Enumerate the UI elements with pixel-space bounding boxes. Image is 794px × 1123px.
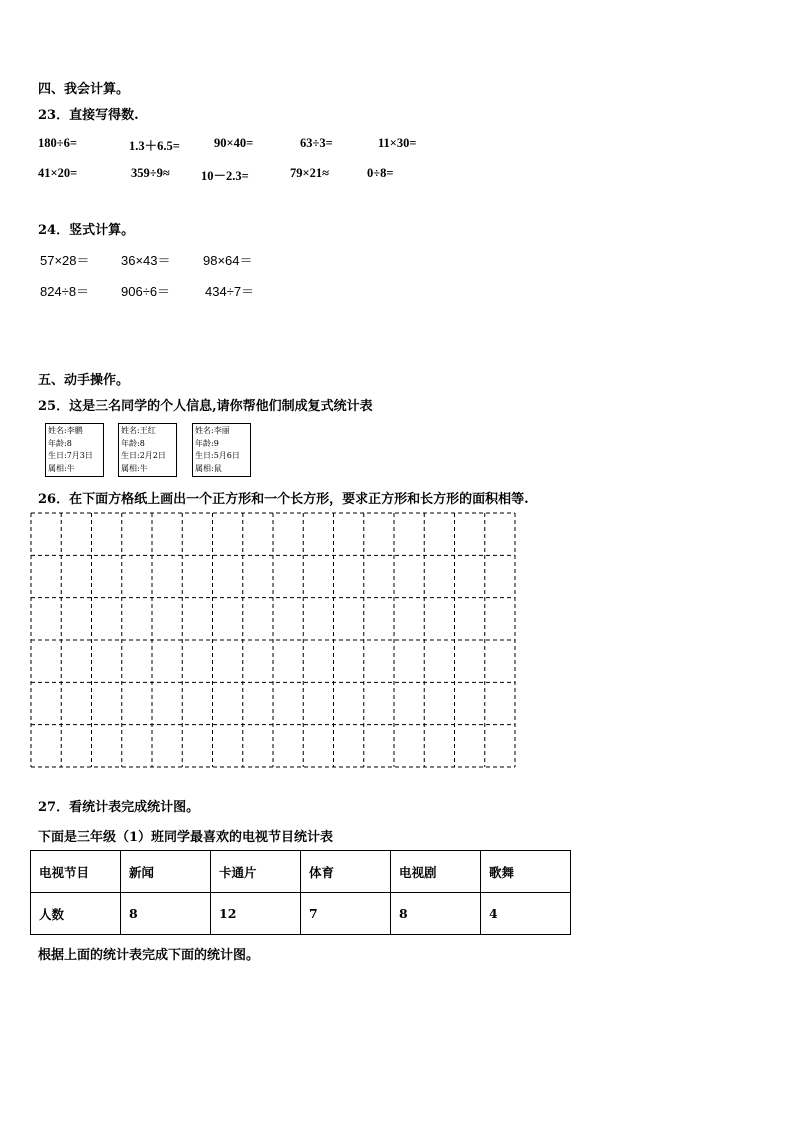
card-age: 年龄:8	[48, 438, 72, 448]
q23-title: 23．直接写得数.	[38, 108, 139, 123]
table-cell: 歌舞	[481, 851, 571, 893]
q23-item: 79×21≈	[290, 166, 329, 180]
card-birthday: 生日:2月2日	[121, 451, 166, 460]
card-name: 姓名:王红	[121, 426, 156, 435]
card-zodiac: 属相:鼠	[195, 463, 222, 473]
q24-item: 57×28＝	[40, 253, 90, 268]
table-cell: 12	[211, 893, 301, 935]
q24-item: 36×43＝	[121, 253, 171, 268]
q24-item: 98×64＝	[203, 253, 253, 268]
q23-item: 1.3＋6.5=	[129, 139, 180, 153]
q24-item: 434÷7＝	[205, 284, 255, 299]
card-name: 姓名:李丽	[195, 426, 230, 435]
q25-title: 25．这是三名同学的个人信息,请你帮他们制成复式统计表	[38, 399, 373, 414]
q23-item: 63÷3=	[300, 136, 333, 150]
q23-item: 180÷6=	[38, 136, 77, 150]
card-age: 年龄:8	[121, 438, 145, 448]
card-birthday: 生日:7月3日	[48, 451, 93, 460]
q26-title: 26．在下面方格纸上画出一个正方形和一个长方形，要求正方形和长方形的面积相等.	[38, 492, 529, 507]
student-card	[45, 423, 104, 477]
q23-item: 41×20=	[38, 166, 78, 180]
section-5-title: 五、动手操作。	[38, 373, 130, 388]
q27-title: 27．看统计表完成统计图。	[38, 800, 200, 815]
card-name: 姓名:李鹏	[48, 426, 83, 435]
table-cell: 人数	[31, 893, 121, 935]
table-header-row	[31, 851, 571, 893]
table-cell: 新闻	[121, 851, 211, 893]
section-4-title: 四、我会计算。	[38, 82, 130, 97]
tv-program-stats-table	[30, 850, 571, 935]
card-zodiac: 属相:牛	[121, 463, 148, 473]
table-row	[31, 893, 571, 935]
student-card	[192, 423, 251, 477]
q23-item: 359÷9≈	[131, 166, 170, 180]
table-cell: 电视节目	[31, 851, 121, 893]
q23-item: 10－2.3=	[201, 169, 249, 183]
table-cell: 体育	[301, 851, 391, 893]
card-age: 年龄:9	[195, 438, 219, 448]
table-caption: 下面是三年级（1）班同学最喜欢的电视节目统计表	[38, 830, 334, 845]
table-cell: 4	[481, 893, 571, 935]
q24-title: 24．竖式计算。	[38, 223, 135, 238]
table-cell: 7	[301, 893, 391, 935]
q24-item: 824÷8＝	[40, 284, 90, 299]
table-cell: 卡通片	[211, 851, 301, 893]
q27-footer: 根据上面的统计表完成下面的统计图。	[38, 948, 260, 963]
q23-item: 11×30=	[378, 136, 417, 150]
q23-item: 0÷8=	[367, 166, 394, 180]
card-birthday: 生日:5月6日	[195, 451, 240, 460]
q23-item: 90×40=	[214, 136, 254, 150]
table-cell: 8	[121, 893, 211, 935]
table-cell: 8	[391, 893, 481, 935]
table-cell: 电视剧	[391, 851, 481, 893]
q24-item: 906÷6＝	[121, 284, 171, 299]
student-card	[118, 423, 177, 477]
card-zodiac: 属相:牛	[48, 463, 75, 473]
grid-paper[interactable]	[30, 512, 516, 768]
